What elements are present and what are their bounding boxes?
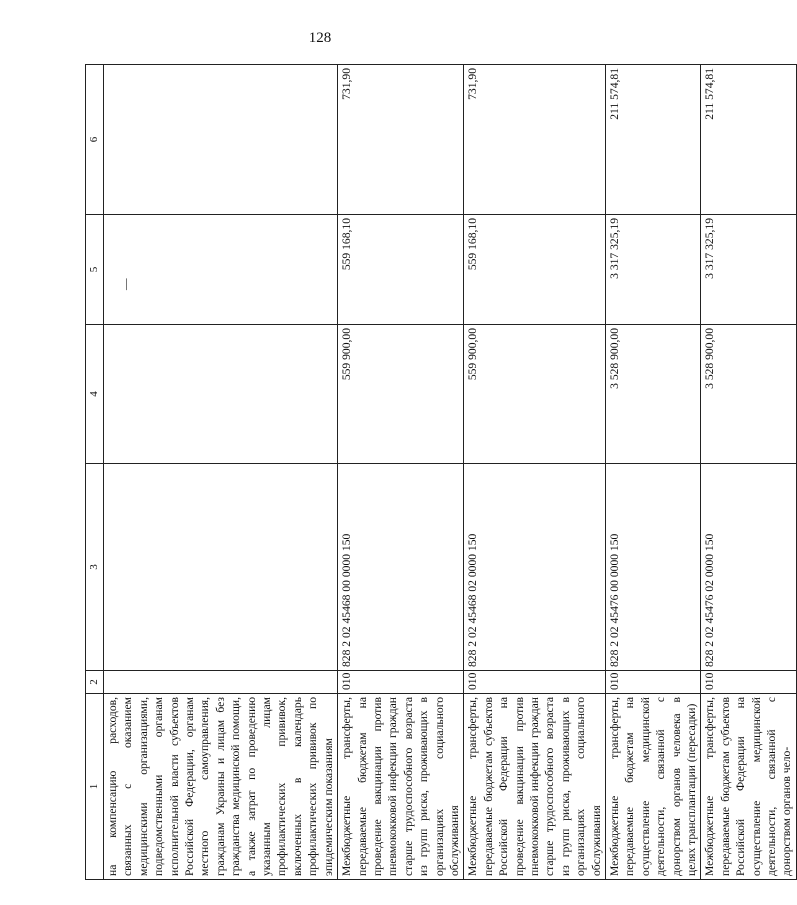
row-name: Межбюджетные трансферты, передаваемые бюджетам на проведение вакцинации против пневмококковой инфекции граждан старше трудоспособного возраста из групп риска, проживающих в организациях социального обслуживания: [338, 694, 464, 880]
row-diff: 211 574,81: [701, 65, 796, 215]
row-name: Межбюджетные трансферты, передаваемые бюджетам субъектов Российской Федерации на проведение вакцинации против пневмококковой инфекции граждан старше трудоспособного возраста из групп риска, проживающих в организациях социального обслуживания: [464, 694, 606, 880]
row-plan: 3 528 900,00: [606, 325, 701, 464]
row-code: 010: [701, 671, 796, 694]
table-row: [104, 65, 338, 880]
table-row: [338, 65, 464, 880]
row-code: 010: [606, 671, 701, 694]
row-plan: 559 900,00: [338, 325, 464, 464]
column-number-header: [86, 65, 104, 880]
row-diff: 731,90: [464, 65, 606, 215]
row-name: Межбюджетные трансферты, передаваемые бюджетам субъектов Российской Федерации на осуществление медицинской деятельности, связанной с донорством органов чело-: [701, 694, 796, 880]
col-header-6: 6: [86, 65, 104, 215]
row-diff: 731,90: [338, 65, 464, 215]
row-diff: 211 574,81: [606, 65, 701, 215]
row-code: 010: [338, 671, 464, 694]
row-fact: 559 168,10: [338, 215, 464, 325]
row-fact: 3 317 325,19: [701, 215, 796, 325]
row-kbk: 828 2 02 45468 00 0000 150: [338, 464, 464, 671]
row-name: Межбюджетные трансферты, передаваемые бюджетам на осуществление медицинской деятельности, связанной с донорством органов человека в целях трансплантации (пересадки): [606, 694, 701, 880]
report-table: [85, 64, 797, 880]
table-row: [464, 65, 606, 880]
col-header-5: 5: [86, 215, 104, 325]
page-number: 128: [308, 30, 332, 46]
row-plan: [104, 325, 338, 464]
row-fact: 3 317 325,19: [606, 215, 701, 325]
row-name: на компенсацию расходов, связанных с оказанием медицинскими организациями, подведомственными органам исполнительной власти субъектов Российской Федерации, органам местного самоуправления, гражданам Украины и лицам без гражданства медицинской помощи, а также затрат по проведению указанным лицам профилактических прививок, включенных в календарь профилактических прививок по эпидемическим показаниям: [104, 694, 338, 880]
row-kbk: 828 2 02 45468 02 0000 150: [464, 464, 606, 671]
col-header-3: 3: [86, 464, 104, 671]
col-header-4: 4: [86, 325, 104, 464]
row-diff: [104, 65, 338, 215]
table-row: [701, 65, 796, 880]
row-plan: 3 528 900,00: [701, 325, 796, 464]
row-plan: 559 900,00: [464, 325, 606, 464]
col-header-1: 1: [86, 694, 104, 880]
table-row: [606, 65, 701, 880]
report-table-container: [85, 65, 794, 880]
row-kbk: 828 2 02 45476 00 0000 150: [606, 464, 701, 671]
row-kbk: 828 2 02 45476 02 0000 150: [701, 464, 796, 671]
col-header-2: 2: [86, 671, 104, 694]
row-fact: 559 168,10: [464, 215, 606, 325]
row-kbk: [104, 464, 338, 671]
row-code: 010: [464, 671, 606, 694]
row-fact: —: [119, 278, 132, 290]
row-code: [104, 671, 338, 694]
